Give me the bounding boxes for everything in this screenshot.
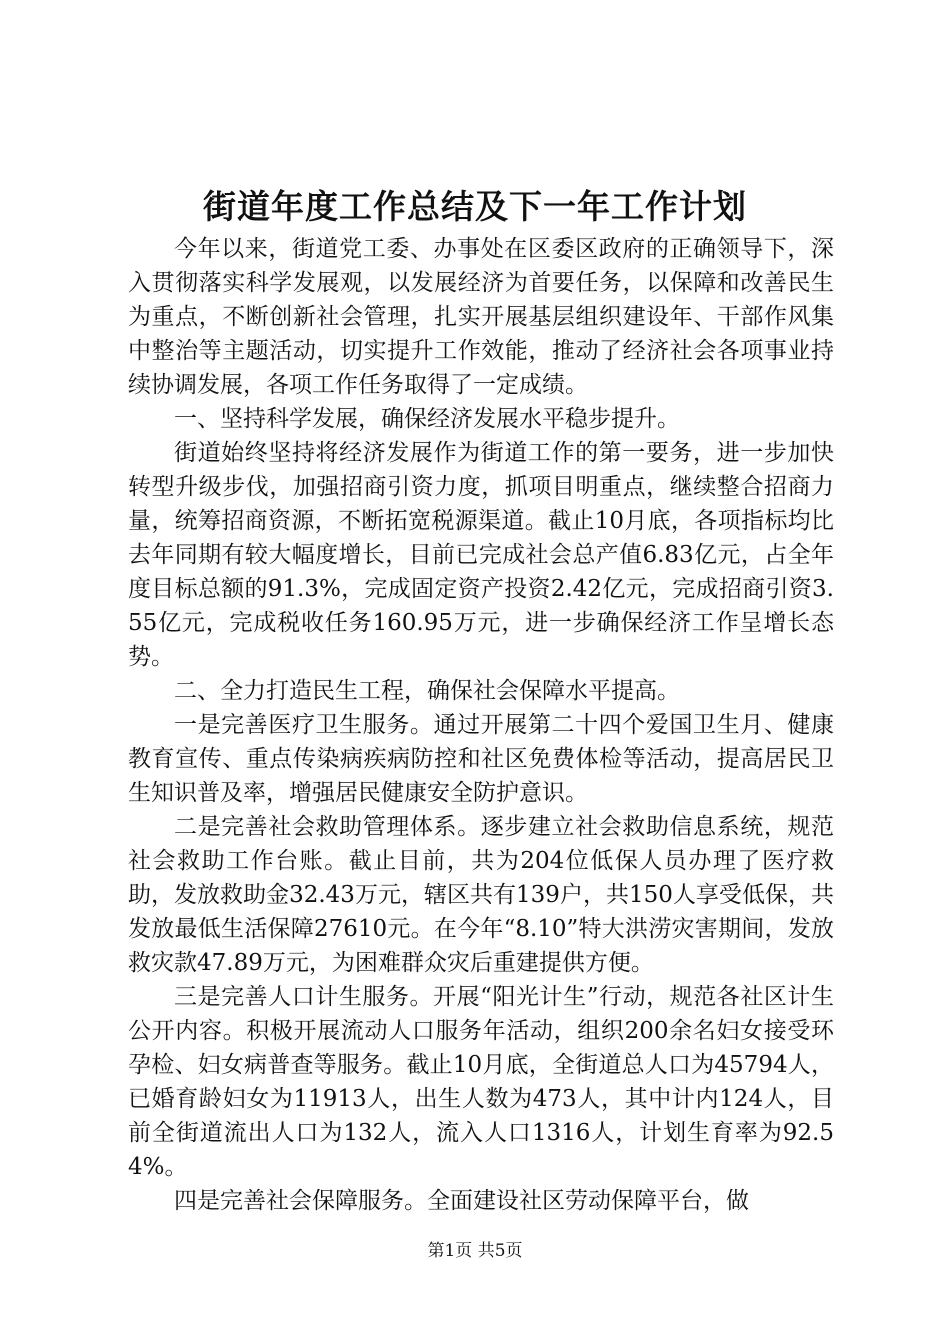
heading-section-2: 二、全力打造民生工程，确保社会保障水平提高。: [174, 678, 680, 704]
paragraph-social-aid: 二是完善社会救助管理体系。逐步建立社会救助信息系统，规范社会救助工作台账。截止目前，共为204位低保人员办理了医疗救助，发放救助金32.43万元，辖区共有139户，共150人享受低保，共发放最低生活保障27610元。在今年“8.10”特大洪涝灾害期间，发放救灾款47.89万元，为困难群众灾后重建提供方便。: [128, 814, 834, 976]
document-body: [128, 232, 834, 1218]
paragraph-social-security: 四是完善社会保障服务。全面建设社区劳动保障平台，做: [174, 1188, 749, 1214]
heading-section-1: 一、坚持科学发展，确保经济发展水平稳步提升。: [174, 406, 680, 432]
paragraph-medical: 一是完善医疗卫生服务。通过开展第二十四个爱国卫生月、健康教育宣传、重点传染病疾病防控和社区免费体检等活动，提高居民卫生知识普及率，增强居民健康安全防护意识。: [128, 712, 834, 806]
document-title: 街道年度工作总结及下一年工作计划: [203, 187, 747, 226]
paragraph-intro: 今年以来，街道党工委、办事处在区委区政府的正确领导下，深入贯彻落实科学发展观，以发展经济为首要任务，以保障和改善民生为重点，不断创新社会管理，扎实开展基层组织建设年、干部作风集中整治等主题活动，切实提升工作效能，推动了经济社会各项事业持续协调发展，各项工作任务取得了一定成绩。: [128, 236, 834, 398]
page-footer: 第1页 共5页: [427, 1241, 523, 1261]
paragraph-population: 三是完善人口计生服务。开展“阳光计生”行动，规范各社区计生公开内容。积极开展流动人口服务年活动，组织200余名妇女接受环孕检、妇女病普查等服务。截止10月底，全街道总人口为45794人，已婚育龄妇女为11913人，出生人数为473人，其中计内124人，目前全街道流出人口为132人，流入人口1316人，计划生育率为92.54%。: [128, 984, 834, 1180]
paragraph-economy: 街道始终坚持将经济发展作为街道工作的第一要务，进一步加快转型升级步伐，加强招商引资力度，抓项目明重点，继续整合招商力量，统筹招商资源，不断拓宽税源渠道。截止10月底，各项指标均比去年同期有较大幅度增长，目前已完成社会总产值6.83亿元，占全年度目标总额的91.3%，完成固定资产投资2.42亿元，完成招商引资3.55亿元，完成税收任务160.95万元，进一步确保经济工作呈增长态势。: [128, 440, 834, 670]
